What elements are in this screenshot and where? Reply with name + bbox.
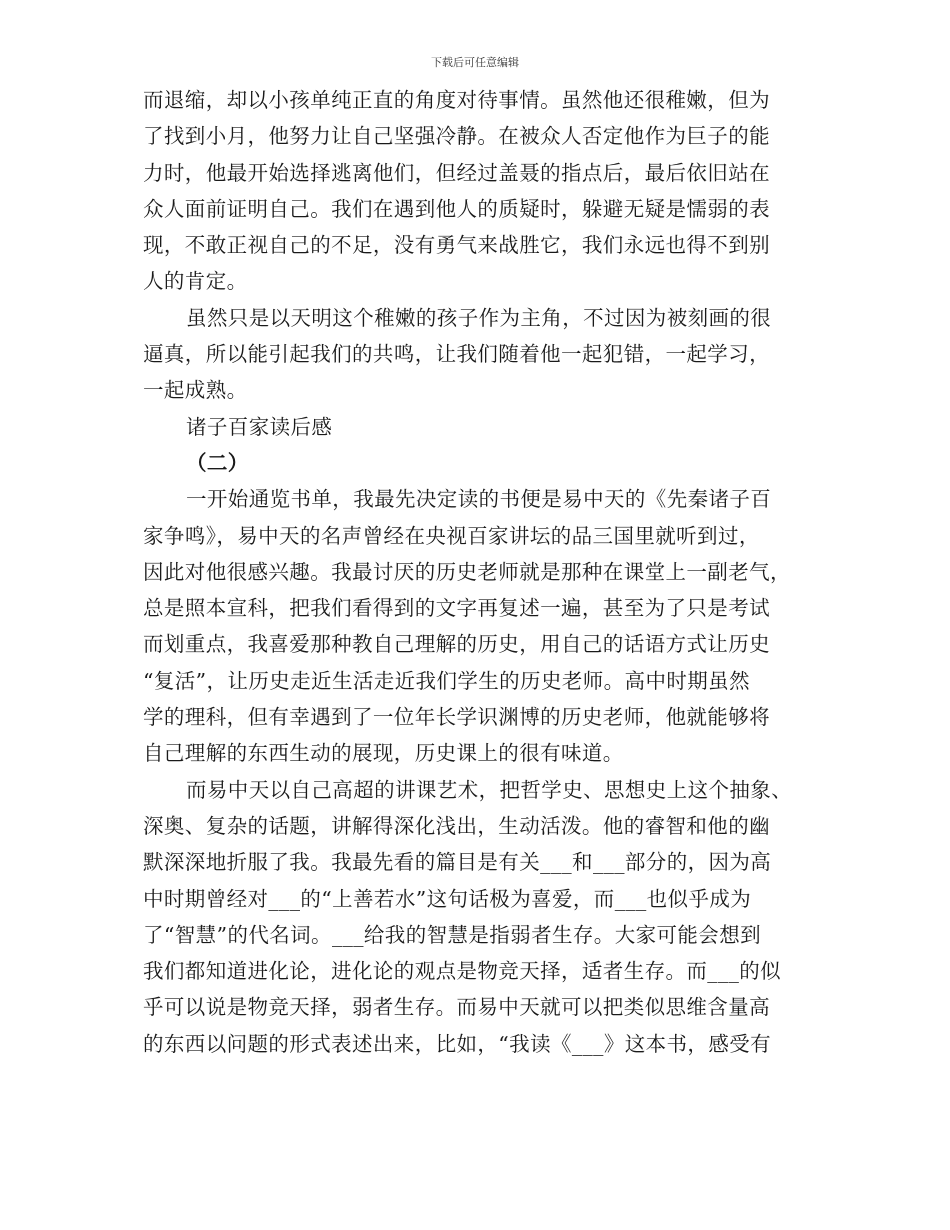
text-line: 默深深地折服了我。我最先看的篇目是有关___和___部分的，因为高 [143, 850, 772, 875]
text-line: 自己理解的东西生动的展现，历史课上的很有味道。 [143, 741, 624, 766]
text-line: 中时期曾经对___的“上善若水”这句话极为喜爱，而___也似乎成为 [143, 886, 752, 911]
text-line: 而退缩，却以小孩单纯正直的角度对待事情。虽然他还很稚嫩，但为 [143, 88, 770, 112]
text-line: 深奥、复杂的话题，讲解得深化浅出，生动活泼。他的睿智和他的幽 [143, 813, 770, 838]
text-line: 现，不敢正视自己的不足，没有勇气来战胜它，我们永远也得不到别 [143, 233, 770, 258]
text-line: 了“智慧”的代名词。___给我的智慧是指弱者生存。大家可能会想到 [143, 922, 762, 947]
text-line: 诸子百家读后感 [186, 414, 333, 439]
text-line: 的东西以问题的形式表述出来，比如，“我读《___》这本书，感受有 [143, 1031, 772, 1056]
page-header: 下载后可任意编辑 [431, 56, 519, 69]
text-line: 因此对他很感兴趣。我最讨厌的历史老师就是那种在课堂上一副老气， [143, 559, 791, 584]
text-line: 一起成熟。 [143, 378, 248, 403]
text-line: 我们都知道进化论，进化论的观点是物竞天择，适者生存。而___的似 [143, 959, 782, 984]
text-line: 学的理科，但有幸遇到了一位年长学识渊博的历史老师，他就能够将 [143, 705, 770, 730]
text-line: 众人面前证明自己。我们在遇到他人的质疑时，躲避无疑是懦弱的表 [143, 196, 770, 221]
text-line: 人的肯定。 [143, 269, 248, 294]
text-line: “复活”，让历史走近生活走近我们学生的历史老师。高中时期虽然 [143, 668, 750, 693]
text-line: 总是照本宣科，把我们看得到的文字再复述一遍，甚至为了只是考试 [143, 596, 770, 621]
text-line: 力时，他最开始选择逃离他们，但经过盖聂的指点后，最后依旧站在 [143, 160, 770, 185]
text-line: 了找到小月，他努力让自己坚强冷静。在被众人否定他作为巨子的能 [143, 124, 770, 149]
text-line: 逼真，所以能引起我们的共鸣，让我们随着他一起犯错，一起学习， [143, 342, 770, 367]
text-line: 而划重点，我喜爱那种教自己理解的历史，用自己的话语方式让历史 [143, 632, 770, 657]
text-line: 家争鸣》，易中天的名声曾经在央视百家讲坛的品三国里就听到过， [143, 523, 760, 548]
document-body [143, 82, 813, 1062]
text-line: 而易中天以自己高超的讲课艺术，把哲学史、思想史上这个抽象、 [186, 777, 793, 802]
text-line: （二） [186, 450, 249, 475]
text-line: 虽然只是以天明这个稚嫩的孩子作为主角，不过因为被刻画的很 [186, 305, 772, 330]
text-line: 乎可以说是物竞天择，弱者生存。而易中天就可以把类似思维含量高 [143, 995, 770, 1020]
text-line: 一开始通览书单，我最先决定读的书便是易中天的《先秦诸子百 [186, 487, 772, 512]
